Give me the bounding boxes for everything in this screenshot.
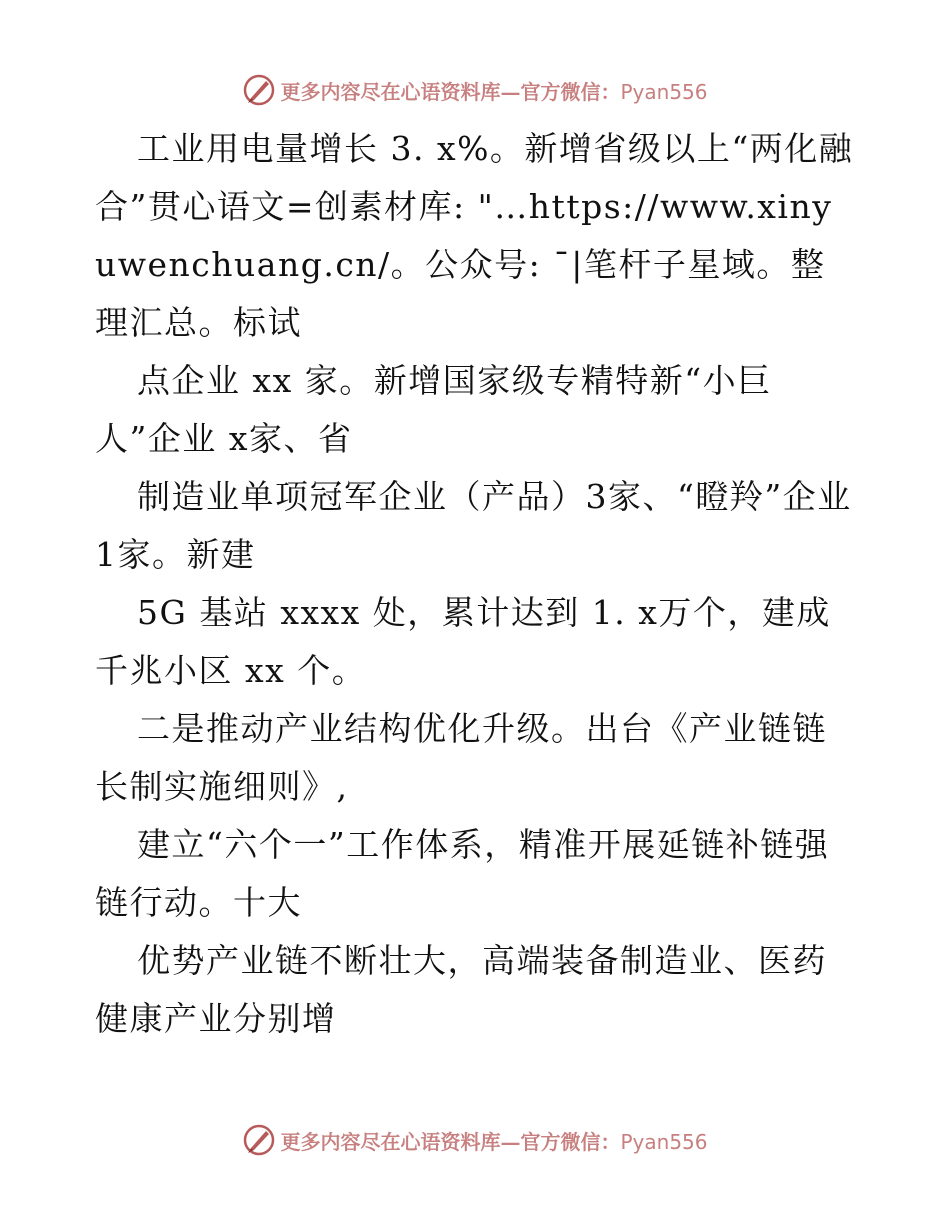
header-banner — [0, 70, 950, 110]
header-promo-text: 更多内容尽在心语资料库—官方微信： — [280, 79, 621, 104]
footer-wechat-id: Pyan556 — [620, 1129, 708, 1154]
quill-pen-logo-icon — [242, 1123, 276, 1157]
paragraph-7: 优势产业链不断壮大，高端装备制造业、医药健康产业分别增 — [95, 941, 827, 1038]
header-wechat-id: Pyan556 — [620, 79, 708, 104]
paragraph-5: 二是推动产业结构优化升级。出台《产业链链长制实施细则》, — [95, 709, 827, 806]
paragraph-2: 点企业 xx 家。新增国家级专精特新“小巨人”企业 x家、省 — [95, 361, 772, 458]
quill-pen-logo-icon — [242, 73, 276, 107]
paragraph-1: 工业用电量增长 3. x%。新增省级以上“两化融合”贯心语文=创素材库: "…https://www.xinyuwenchuang.cn/。公众号: ¯|笔杆子星域。整理汇总。标试 — [95, 129, 854, 342]
footer-banner — [0, 1120, 950, 1160]
header-promo — [280, 76, 707, 105]
document-body — [95, 120, 855, 1048]
footer-promo-text: 更多内容尽在心语资料库—官方微信： — [280, 1129, 621, 1154]
paragraph-6: 建立“六个一”工作体系，精准开展延链补链强链行动。十大 — [95, 825, 830, 922]
paragraph-4: 5G 基站 xxxx 处，累计达到 1. x万个，建成千兆小区 xx 个。 — [95, 593, 831, 690]
footer-promo — [280, 1126, 707, 1155]
paragraph-3: 制造业单项冠军企业（产品）3家、“瞪羚”企业 1家。新建 — [95, 477, 852, 574]
